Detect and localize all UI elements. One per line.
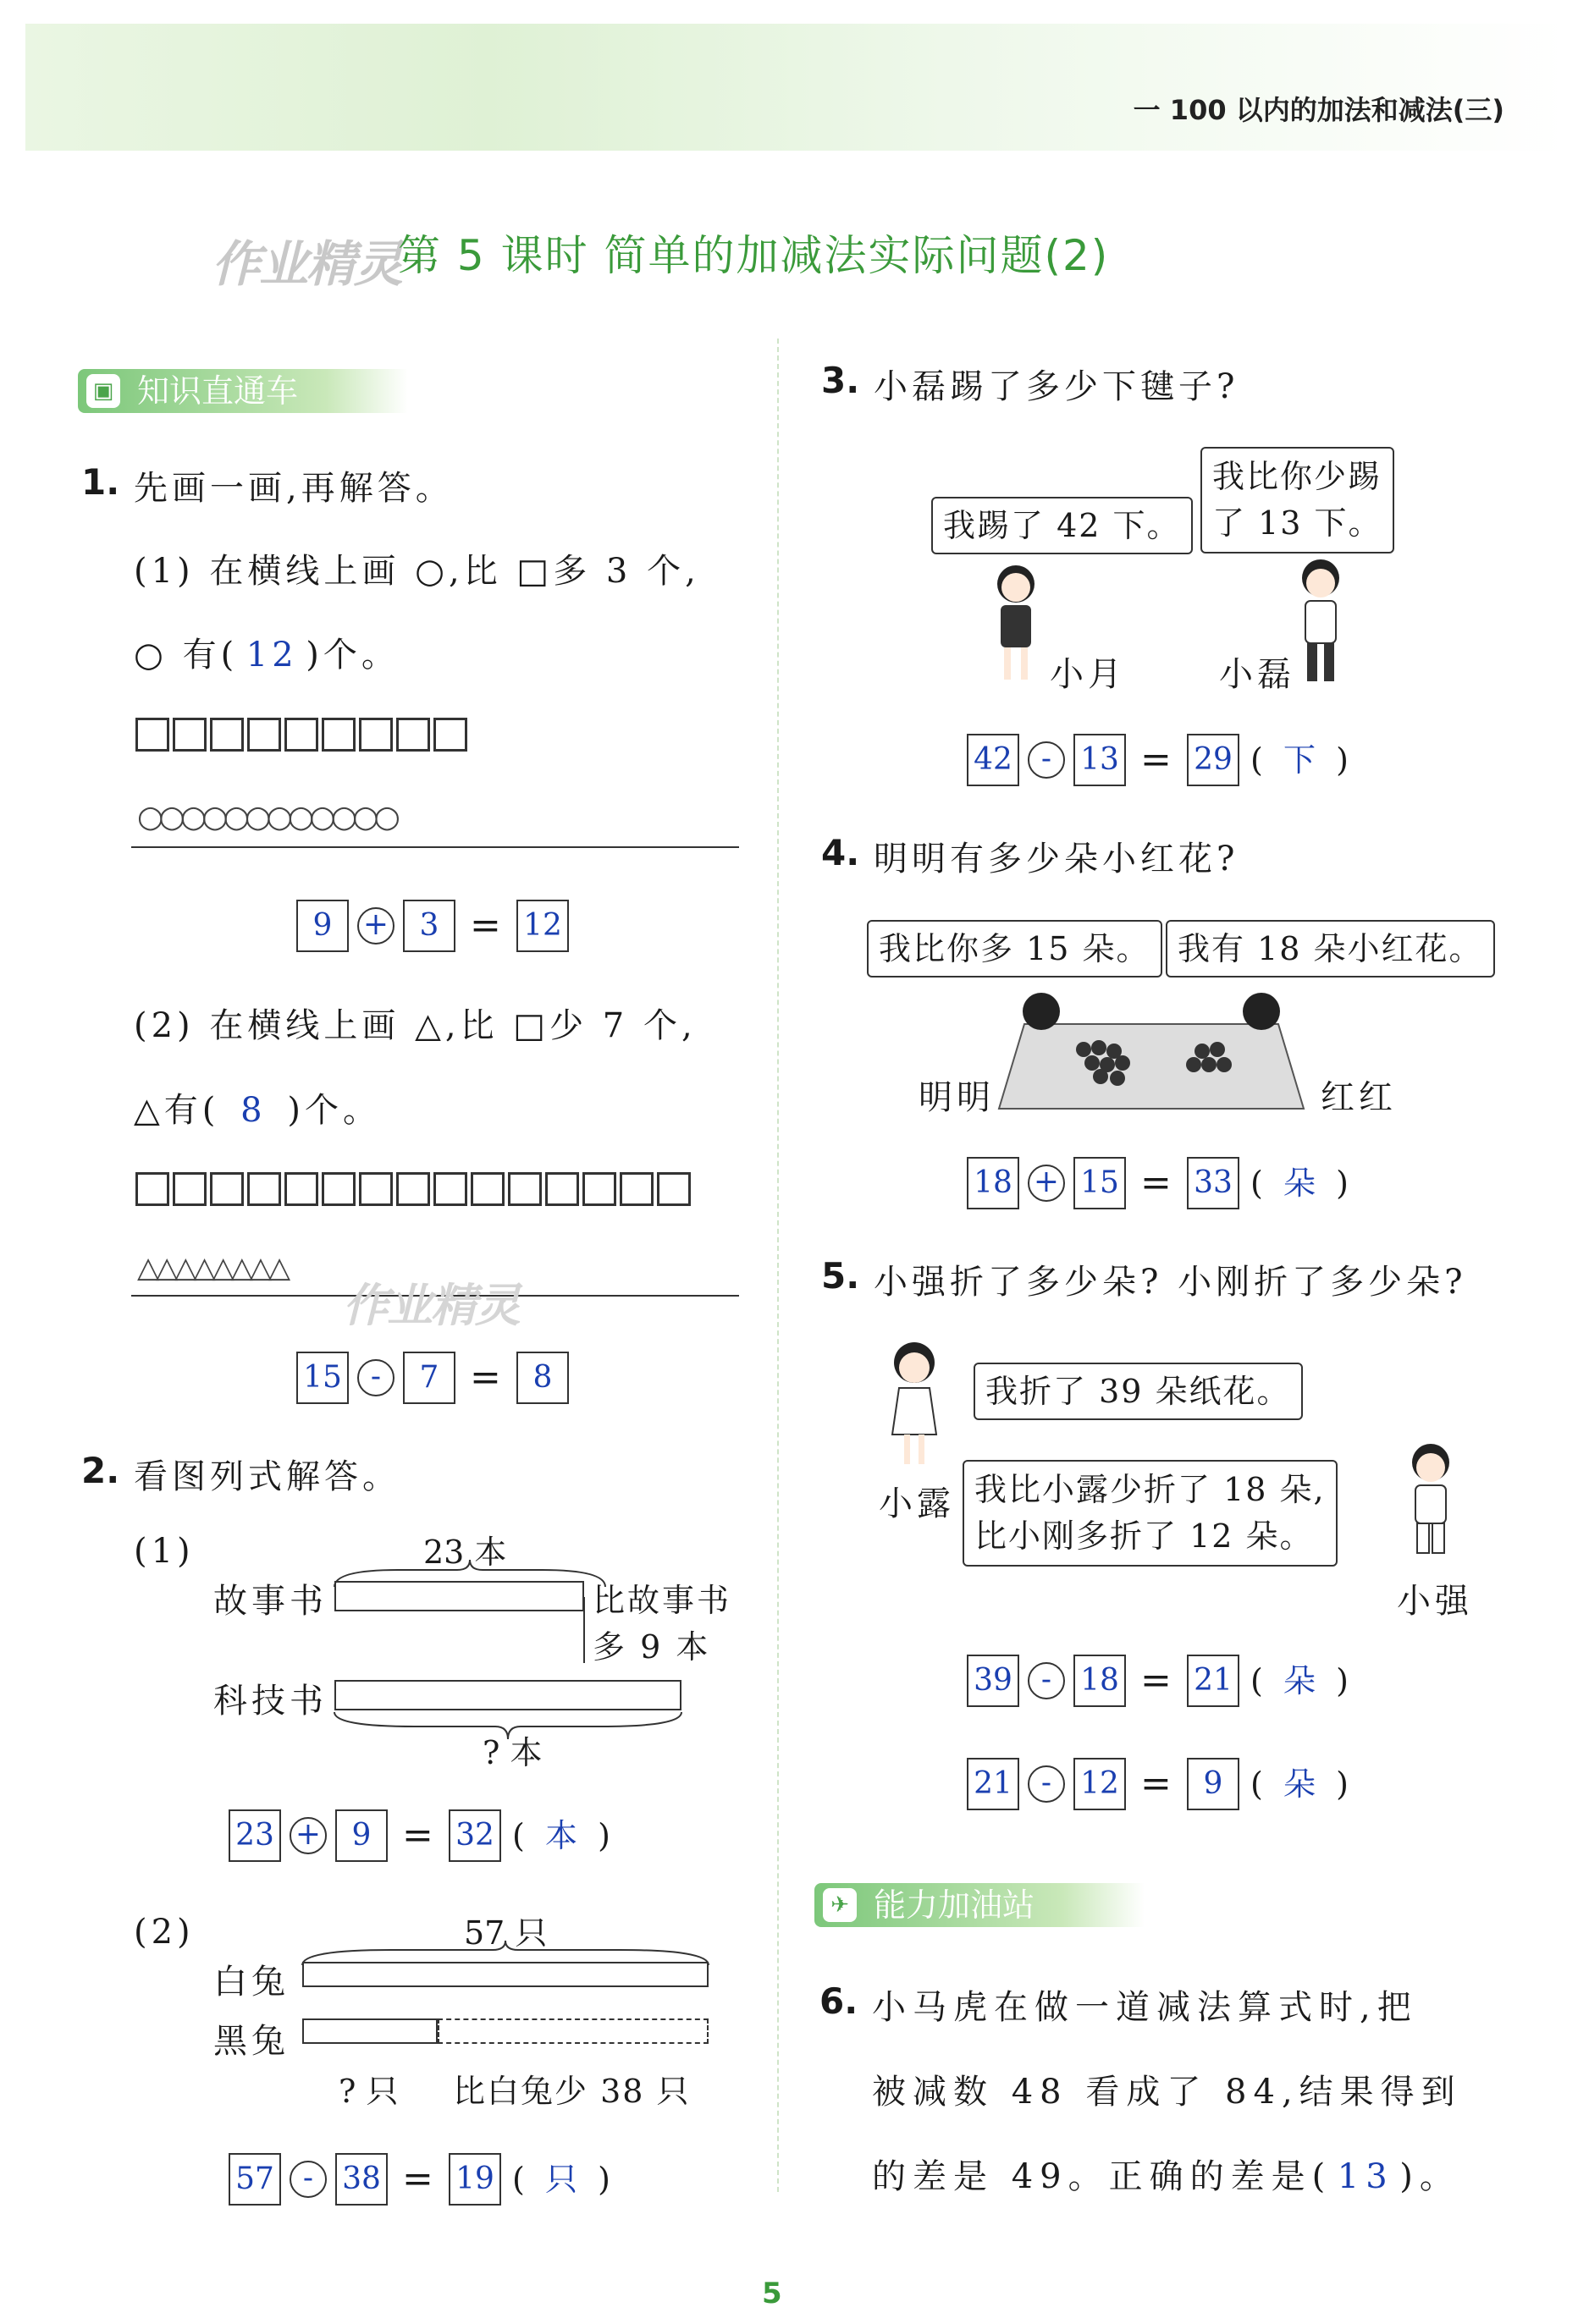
header-band	[25, 24, 1566, 151]
q2-number: 2.	[81, 1450, 120, 1491]
q5-equation-1	[967, 1655, 1407, 1710]
operator-circle: -	[357, 1359, 394, 1396]
equals-sign: =	[470, 904, 501, 947]
q4-name-mingming: 明明	[919, 1078, 995, 1117]
eq-box: 15	[1073, 1157, 1126, 1209]
q4-number: 4.	[821, 832, 860, 873]
q5-number: 5.	[821, 1255, 860, 1297]
q2-part1-row1-label: 故事书	[213, 1582, 328, 1621]
eq-box: 12	[1073, 1758, 1126, 1810]
q5-bubble-xiaoqiang: 我比小露少折了 18 朵, 比小刚多折了 12 朵。	[963, 1460, 1338, 1567]
eq-box: 23	[229, 1809, 281, 1862]
operator-circle: +	[290, 1817, 327, 1854]
watermark: 作业精灵	[212, 235, 402, 293]
unit-paren: ( 朵 )	[1250, 1765, 1349, 1803]
q2-part1-equation	[229, 1809, 652, 1865]
eq-box: 3	[403, 900, 455, 952]
plane-icon: ✈	[823, 1888, 857, 1922]
operator-circle: -	[1028, 1765, 1065, 1803]
eq-box: 15	[296, 1352, 349, 1404]
xiaoqiang-illustration	[1397, 1439, 1465, 1574]
q5-name-xiaolu: 小露	[879, 1484, 955, 1523]
operator-circle: -	[1028, 741, 1065, 779]
eq-box: 19	[449, 2153, 501, 2206]
q2-part2-row2-label: 黑兔	[213, 2022, 290, 2061]
unit-paren: ( 本 )	[512, 1817, 610, 1854]
q6-line3: 的差是 49。正确的差是( 13 )。	[872, 2157, 1460, 2196]
page-number: 5	[762, 2277, 782, 2310]
q2-part1-side-brace	[576, 1595, 601, 1671]
equals-sign: =	[470, 1356, 501, 1399]
girl-illustration	[982, 559, 1050, 686]
eq-box: 9	[1187, 1758, 1239, 1810]
q5-equation-2	[967, 1758, 1407, 1814]
eq-box: 9	[296, 900, 349, 952]
q2-part2-total: 57 只	[464, 1914, 548, 1952]
q1-part1-line1: (1) 在横线上画 ○,比 □多 3 个,	[134, 552, 700, 591]
equals-sign: =	[1140, 738, 1172, 781]
lesson-title: 第 5 课时 简单的加减法实际问题(2)	[398, 231, 1110, 280]
q3-name-xiaoyue: 小月	[1050, 655, 1126, 694]
operator-circle: +	[357, 907, 394, 944]
q1-part2-equation	[296, 1352, 601, 1407]
q1-number: 1.	[81, 461, 120, 503]
q2-stem: 看图列式解答。	[134, 1457, 400, 1496]
operator-circle: +	[1028, 1165, 1065, 1202]
q2-part1-note2: 多 9 本	[593, 1628, 711, 1666]
section-label: 能力加油站	[874, 1886, 1035, 1924]
boy-illustration	[1287, 554, 1355, 690]
table-illustration	[990, 990, 1312, 1117]
section-badge-ability	[814, 1883, 1145, 1927]
q4-name-honghong: 红红	[1321, 1078, 1397, 1117]
q3-equation	[967, 734, 1407, 790]
q6-line1: 小马虎在做一道减法算式时,把	[872, 1988, 1418, 2027]
q2-part2-bar-white	[302, 1962, 709, 1987]
unit-paren: ( 朵 )	[1250, 1165, 1349, 1202]
q2-part1-question: ? 本	[483, 1734, 543, 1771]
q2-part2-row1-label: 白兔	[213, 1963, 290, 2002]
eq-box: 7	[403, 1352, 455, 1404]
q2-part1-row2-label: 科技书	[213, 1682, 328, 1721]
column-divider	[777, 339, 779, 2192]
equals-sign: =	[1140, 1659, 1172, 1702]
q1-part1-drawn-circles: ○○○○○○○○○○○○	[137, 800, 395, 834]
q5-name-xiaoqiang: 小强	[1397, 1582, 1473, 1621]
eq-box: 33	[1187, 1157, 1239, 1209]
eq-box: 9	[335, 1809, 388, 1862]
q6-answer: 13	[1337, 2157, 1394, 2196]
xiaolu-illustration	[880, 1337, 948, 1473]
eq-box: 39	[967, 1655, 1019, 1707]
q2-part2-bar-black	[302, 2018, 438, 2044]
q4-bubble-honghong: 我有 18 朵小红花。	[1166, 920, 1495, 978]
q1-part1-answer: 12	[246, 636, 298, 675]
eq-box: 18	[967, 1157, 1019, 1209]
eq-box: 29	[1187, 734, 1239, 786]
q3-bubble-xiaoyue: 我踢了 42 下。	[931, 497, 1193, 554]
chapter-title: 一 100 以内的加法和减法(三)	[1133, 94, 1504, 126]
q3-bubble-xiaolei: 我比你少踢 了 13 下。	[1200, 447, 1394, 553]
eq-box: 13	[1073, 734, 1126, 786]
q2-part1-total: 23 本	[423, 1534, 507, 1571]
watermark-2: 作业精灵	[343, 1279, 519, 1332]
q2-part1-bar-story	[334, 1581, 584, 1611]
q2-part2-diff-label: 比白兔少 38 只	[453, 2073, 691, 2110]
q2-part2-bar-diff	[438, 2018, 709, 2044]
section-badge-knowledge	[78, 369, 408, 413]
eq-box: 12	[516, 900, 569, 952]
unit-paren: ( 朵 )	[1250, 1662, 1349, 1699]
q1-stem: 先画一画,再解答。	[134, 469, 454, 508]
q1-part2-squares	[135, 1172, 691, 1206]
section-label: 知识直通车	[137, 372, 299, 410]
q1-part2-line2: △有( 8 )个。	[134, 1091, 381, 1130]
eq-box: 8	[516, 1352, 569, 1404]
q1-part1-squares	[135, 718, 467, 752]
q5-stem: 小强折了多少朵? 小刚折了多少朵?	[874, 1263, 1467, 1302]
equals-sign: =	[1140, 1161, 1172, 1204]
q2-part1-bar-tech	[334, 1680, 681, 1710]
q4-stem: 明明有多少朵小红花?	[874, 840, 1239, 878]
q3-stem: 小磊踢了多少下毽子?	[874, 367, 1239, 406]
q1-part2-drawn-triangles: △△△△△△△△	[137, 1251, 288, 1285]
eq-box: 21	[1187, 1655, 1239, 1707]
eq-box: 42	[967, 734, 1019, 786]
q6-line2: 被减数 48 看成了 84,结果得到	[872, 2073, 1462, 2112]
eq-box: 32	[449, 1809, 501, 1862]
equals-sign: =	[402, 1814, 433, 1857]
q1-part1-answer-line	[131, 846, 739, 848]
q1-part1-line2: ○ 有( 12 )个。	[134, 636, 400, 675]
operator-circle: -	[1028, 1662, 1065, 1699]
q3-name-xiaolei: 小磊	[1219, 655, 1295, 694]
q3-number: 3.	[821, 360, 860, 401]
eq-box: 18	[1073, 1655, 1126, 1707]
q2-part2-question: ? 只	[339, 2073, 399, 2110]
q4-equation	[967, 1157, 1407, 1213]
q1-part1-equation	[296, 900, 601, 955]
eq-box: 38	[335, 2153, 388, 2206]
unit-paren: ( 只 )	[512, 2161, 610, 2198]
unit-paren: ( 下 )	[1250, 741, 1349, 779]
operator-circle: -	[290, 2161, 327, 2198]
eq-box: 57	[229, 2153, 281, 2206]
equals-sign: =	[402, 2157, 433, 2200]
q1-part2-answer: 8	[240, 1091, 267, 1130]
q2-part1-note1: 比故事书	[593, 1582, 732, 1619]
q2-part2-label: (2)	[134, 1913, 195, 1952]
q4-bubble-mingming: 我比你多 15 朵。	[867, 920, 1162, 978]
eq-box: 21	[967, 1758, 1019, 1810]
q2-part2-equation	[229, 2153, 652, 2209]
equals-sign: =	[1140, 1762, 1172, 1805]
q2-part1-label: (1)	[134, 1532, 195, 1571]
q1-part2-line1: (2) 在横线上画 △,比 □少 7 个,	[134, 1006, 697, 1045]
q5-bubble-xiaolu: 我折了 39 朵纸花。	[974, 1363, 1303, 1420]
train-icon: ▣	[86, 374, 120, 408]
q6-number: 6.	[819, 1980, 858, 2022]
